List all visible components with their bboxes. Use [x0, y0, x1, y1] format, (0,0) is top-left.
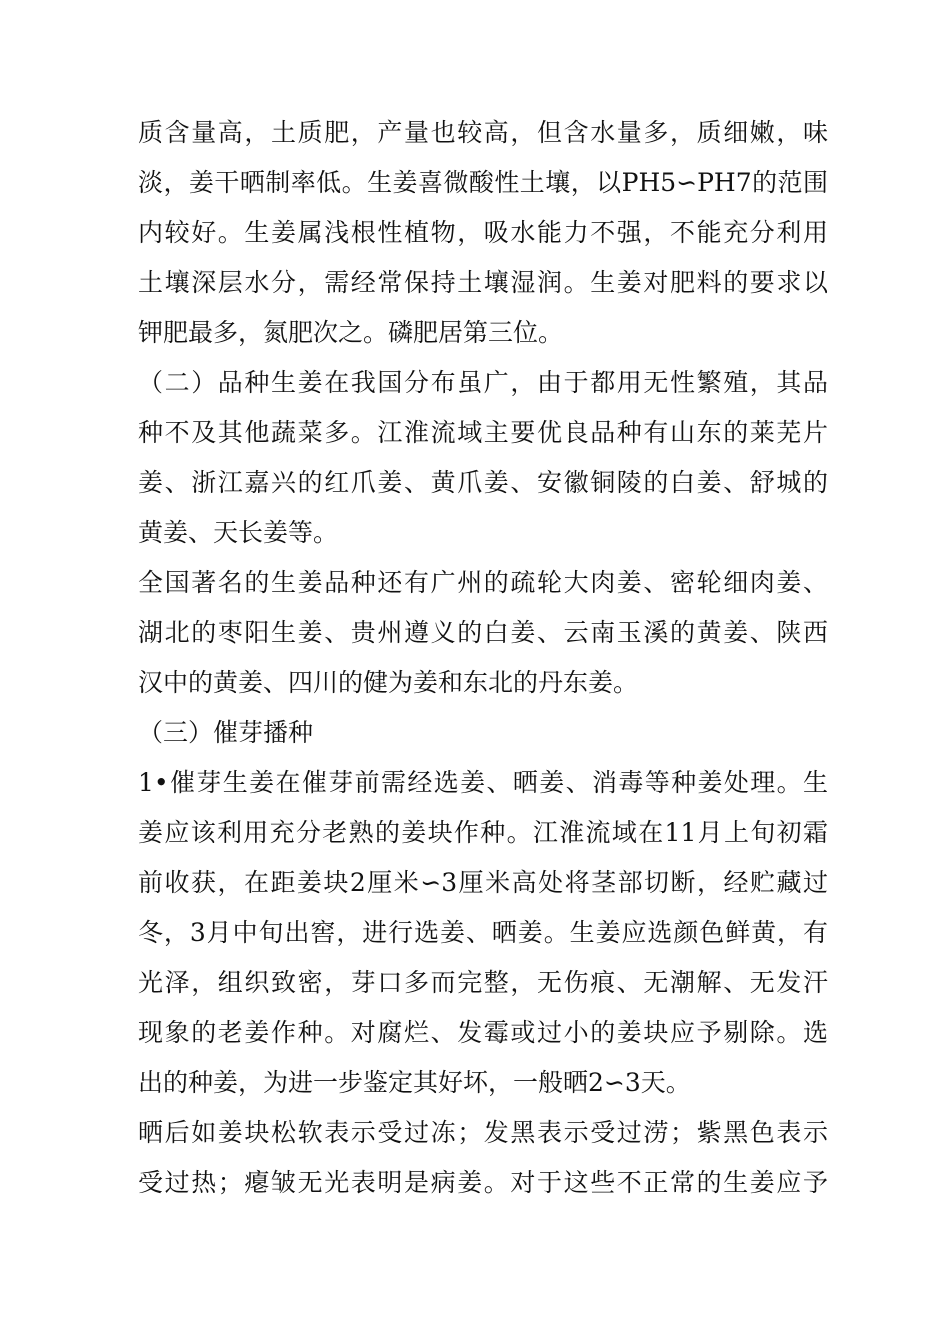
text-line: 出的种姜，为进一步鉴定其好坏，一般晒2∽3天。 [138, 1068, 691, 1097]
text-line: 姜、浙江嘉兴的红爪姜、黄爪姜、安徽铜陵的白姜、舒城的 [138, 468, 828, 497]
text-line: 冬，3月中旬出窖，进行选姜、晒姜。生姜应选颜色鲜黄，有 [138, 918, 828, 947]
text-line: 前收获，在距姜块2厘米∽3厘米高处将茎部切断，经贮藏过 [138, 868, 828, 897]
text-line: 现象的老姜作种。对腐烂、发霉或过小的姜块应予剔除。选 [138, 1018, 828, 1047]
text-line: 黄姜、天长姜等。 [138, 518, 339, 547]
text-line: 汉中的黄姜、四川的健为姜和东北的丹东姜。 [138, 668, 639, 697]
text-line: 种不及其他蔬菜多。江淮流域主要优良品种有山东的莱芜片 [138, 418, 828, 447]
text-line: 湖北的枣阳生姜、贵州遵义的白姜、云南玉溪的黄姜、陕西 [138, 618, 828, 647]
text-line: 全国著名的生姜品种还有广州的疏轮大肉姜、密轮细肉姜、 [138, 568, 828, 597]
text-line: 钾肥最多，氮肥次之。磷肥居第三位。 [138, 318, 564, 347]
text-line: 受过热；瘪皱无光表明是病姜。对于这些不正常的生姜应予 [138, 1168, 828, 1197]
text-line: 姜应该利用充分老熟的姜块作种。江淮流域在11月上旬初霜 [138, 818, 828, 847]
text-line: 光泽，组织致密，芽口多而完整，无伤痕、无潮解、无发汗 [138, 968, 828, 997]
section-heading: （三）催芽播种 [138, 718, 314, 747]
text-line: （二）品种生姜在我国分布虽广，由于都用无性繁殖，其品 [138, 368, 828, 397]
text-line: 晒后如姜块松软表示受过冻；发黑表示受过涝；紫黑色表示 [138, 1118, 828, 1147]
text-line: 淡，姜干晒制率低。生姜喜微酸性土壤，以PH5∽PH7的范围 [138, 168, 828, 197]
text-line: 土壤深层水分，需经常保持土壤湿润。生姜对肥料的要求以 [138, 268, 828, 297]
text-line: 质含量高，土质肥，产量也较高，但含水量多，质细嫩，味 [138, 118, 828, 147]
text-line: 1•催芽生姜在催芽前需经选姜、晒姜、消毒等种姜处理。生 [138, 768, 828, 797]
document-body [138, 108, 828, 1208]
text-line: 内较好。生姜属浅根性植物，吸水能力不强，不能充分利用 [138, 218, 828, 247]
